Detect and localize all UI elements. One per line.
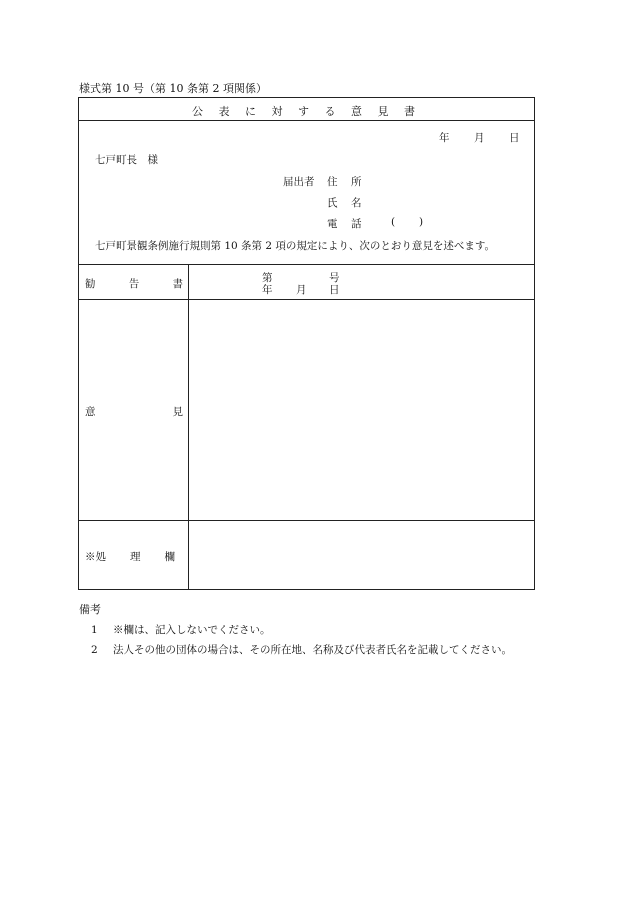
addressee: 七戸町長 様 — [95, 154, 158, 166]
recommendation-number-suffix: 号 — [329, 272, 340, 284]
recommendation-date-year: 年 — [262, 284, 273, 296]
recommendation-label — [85, 276, 183, 291]
recommendation-label-char-2: 告 — [128, 278, 140, 290]
note-number: 1 — [91, 624, 98, 636]
note-item — [91, 622, 271, 637]
processing-label-char-2: 理 — [130, 551, 141, 563]
recommendation-divider — [78, 299, 535, 300]
form-number: 様式第 10 号（第 10 条第 2 項関係） — [79, 82, 267, 95]
note-text: 法人その他の団体の場合は、その所在地、名称及び代表者氏名を記載してください。 — [113, 644, 512, 656]
recommendation-date-month: 月 — [296, 284, 307, 296]
date-year-label: 年 — [439, 132, 450, 144]
phone-label-1: 電 — [327, 218, 338, 230]
recommendation-date-day: 日 — [329, 284, 340, 296]
opinion-divider — [78, 520, 535, 521]
address-label-1: 住 — [327, 176, 338, 188]
phone-paren-close: ) — [419, 216, 424, 228]
address-label-2: 所 — [351, 176, 362, 188]
form-title: 公 表 に 対 す る 意 見 書 — [192, 105, 421, 118]
note-number: 2 — [91, 644, 98, 656]
phone-label-2: 話 — [351, 218, 362, 230]
recommendation-label-char-3: 書 — [172, 278, 183, 290]
opinion-label-char-2: 見 — [172, 406, 183, 418]
notes-title: 備考 — [79, 603, 101, 616]
title-divider — [78, 120, 535, 121]
phone-paren-open: ( — [391, 216, 396, 228]
header-divider — [78, 264, 535, 265]
processing-label — [85, 549, 175, 564]
opinion-input-area[interactable] — [190, 301, 533, 518]
processing-label-char-1: ※処 — [85, 551, 106, 563]
note-text: ※欄は、記入しないでください。 — [113, 624, 271, 636]
note-item — [91, 642, 512, 657]
opinion-label — [85, 404, 183, 419]
opinion-label-char-1: 意 — [85, 406, 96, 418]
name-label-2: 名 — [351, 197, 362, 209]
applicant-label: 届出者 — [283, 176, 315, 188]
recommendation-label-char-1: 勧 — [85, 278, 96, 290]
name-label-1: 氏 — [327, 197, 338, 209]
label-column-divider — [188, 264, 189, 590]
statement-text: 七戸町景観条例施行規則第 10 条第 2 項の規定により、次のとおり意見を述べます。 — [95, 240, 496, 252]
recommendation-number-prefix: 第 — [262, 272, 273, 284]
processing-label-char-3: 欄 — [164, 551, 175, 563]
date-month-label: 月 — [474, 132, 485, 144]
date-day-label: 日 — [509, 132, 520, 144]
